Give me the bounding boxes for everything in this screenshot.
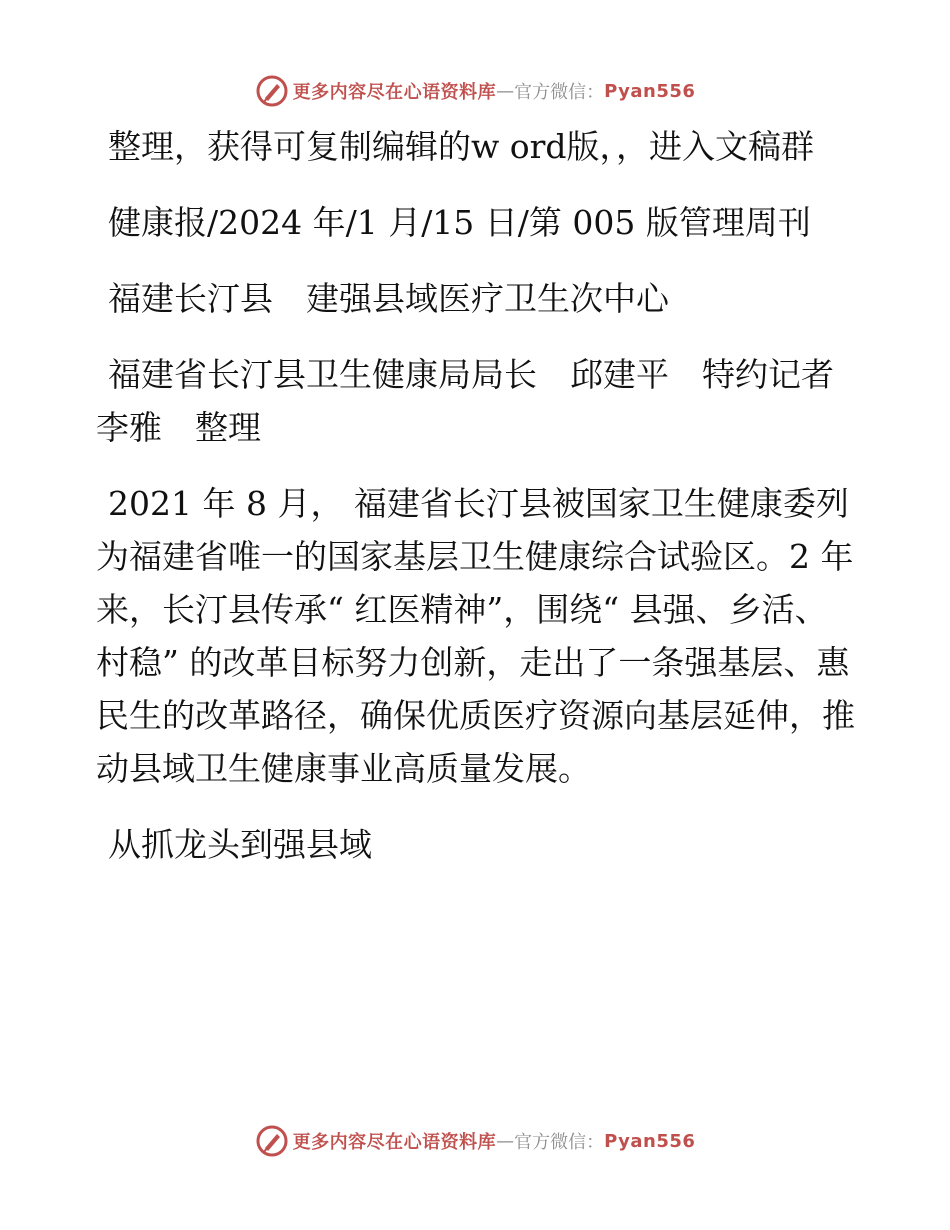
footer-watermark bbox=[0, 1121, 950, 1161]
watermark-contact-label: 官方微信： bbox=[514, 1132, 605, 1153]
watermark-brand-text: 更多内容尽在心语资料库 bbox=[292, 1132, 497, 1153]
quill-pen-seal-icon bbox=[255, 1124, 289, 1158]
section-heading: 从抓龙头到强县域 bbox=[108, 825, 372, 864]
watermark-contact-label: 官方微信： bbox=[514, 82, 605, 103]
paragraph-body: 2021 年 8 月， 福建省长汀县被国家卫生健康委列为福建省唯一的国家基层卫生健康综合试验区。2 年来，长汀县传承“ 红医精神”，围绕“ 县强、乡活、村稳” 的改革目标努力创新，走出了一条强基层、惠民生的改革路径，确保优质医疗资源向基层延伸，推动县域卫生健康事业高质量发展。 bbox=[96, 484, 855, 788]
watermark-separator: — bbox=[496, 80, 515, 102]
watermark-brand-text: 更多内容尽在心语资料库 bbox=[292, 82, 497, 103]
header-watermark bbox=[0, 71, 950, 111]
paragraph-intro-note: 整理，获得可复制编辑的w ord版，，进入文稿群 bbox=[108, 127, 815, 166]
watermark-contact-id: Pyan556 bbox=[604, 80, 696, 102]
paragraph-source-line: 健康报/2024 年/1 月/15 日/第 005 版管理周刊 bbox=[108, 203, 811, 242]
watermark-separator: — bbox=[496, 1130, 515, 1152]
quill-pen-seal-icon bbox=[255, 74, 289, 108]
article-byline: 福建省长汀县卫生健康局局长 邱建平 特约记者 李雅 整理 bbox=[96, 355, 867, 447]
document-body bbox=[96, 120, 867, 894]
watermark-contact-id: Pyan556 bbox=[604, 1130, 696, 1152]
article-title: 福建长汀县 建强县域医疗卫生次中心 bbox=[108, 279, 669, 318]
